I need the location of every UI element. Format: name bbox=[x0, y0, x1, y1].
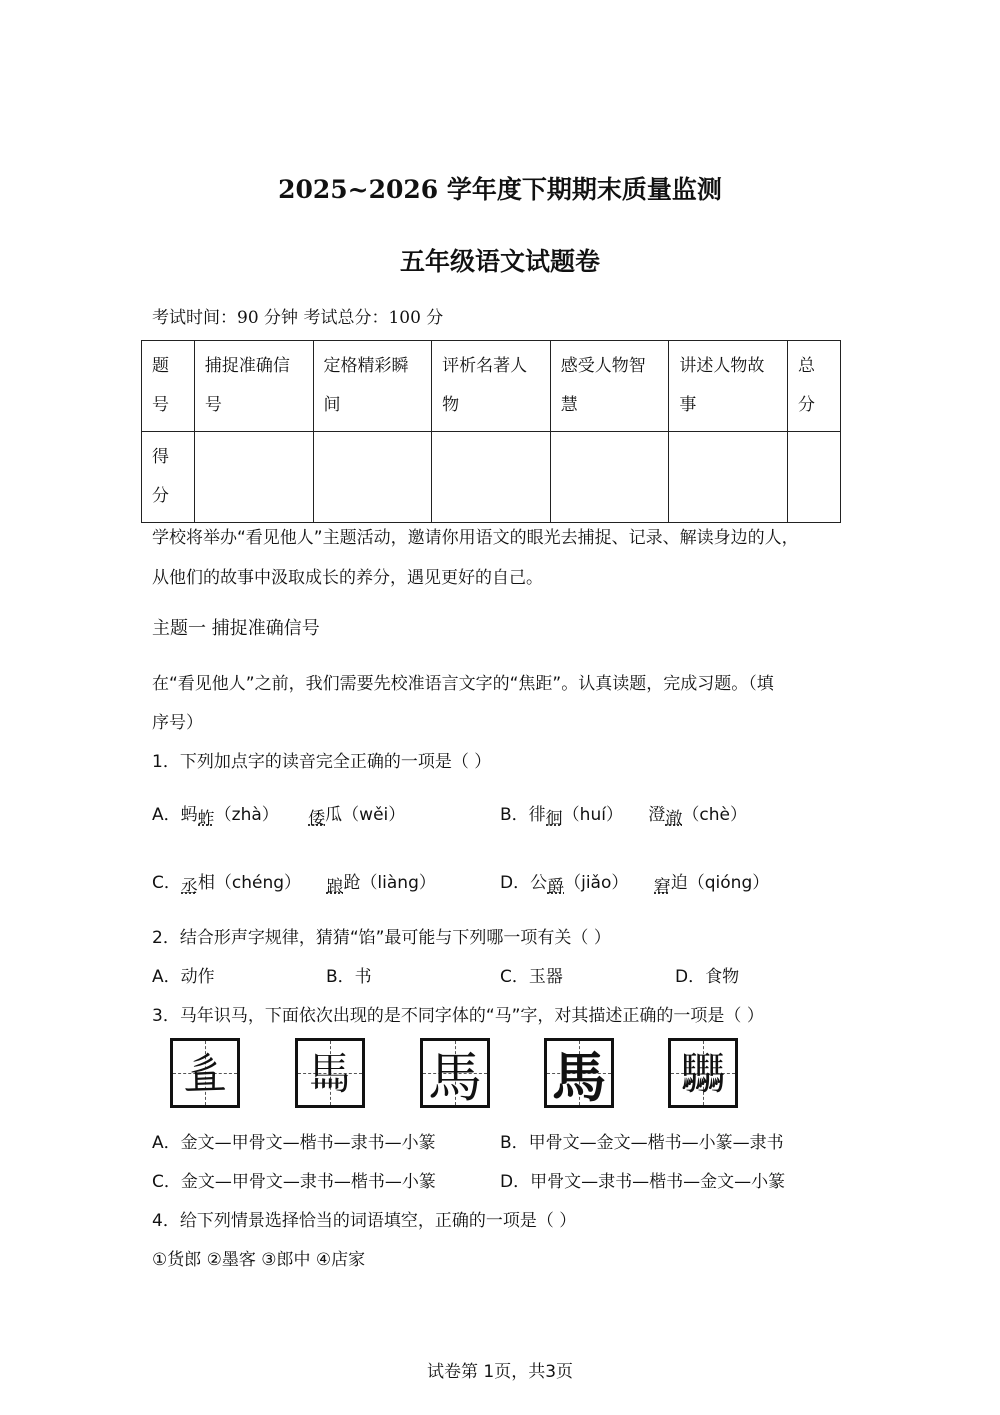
option-char: 迫 bbox=[670, 873, 688, 893]
option-char: 瓜 bbox=[325, 805, 343, 825]
q1-option-a[interactable] bbox=[152, 800, 406, 829]
table-header-cell: 捕捉准确信号 bbox=[194, 341, 313, 432]
q2-option-c[interactable]: C．玉器 bbox=[500, 967, 563, 987]
q4-choices: ①货郎 ②墨客 ③郎中 ④店家 bbox=[152, 1250, 366, 1270]
theme1-desc-2: 序号） bbox=[152, 713, 203, 733]
dotted-char: 窘 bbox=[653, 877, 671, 897]
horse-glyph-4: 馬 bbox=[544, 1038, 614, 1108]
score-cell[interactable] bbox=[550, 432, 669, 523]
pinyin: （chéng） bbox=[214, 873, 302, 893]
pinyin: （qióng） bbox=[687, 873, 770, 893]
q2-option-d[interactable]: D．食物 bbox=[675, 967, 740, 987]
pinyin: （zhà） bbox=[214, 805, 279, 825]
q2-stem: 2．结合形声字规律，猜猜“馅”最可能与下列哪一项有关（ ） bbox=[152, 928, 611, 948]
score-table-score-row bbox=[142, 432, 841, 523]
score-cell[interactable] bbox=[432, 432, 551, 523]
q3-option-c[interactable]: C．金文—甲骨文—隶书—楷书—小篆 bbox=[152, 1172, 436, 1192]
option-label: A．蚂 bbox=[152, 805, 198, 825]
q3-option-b[interactable]: B．甲骨文—金文—楷书—小篆—隶书 bbox=[500, 1133, 784, 1153]
table-row-label: 得分 bbox=[142, 432, 195, 523]
horse-glyph-3: 馬 bbox=[420, 1038, 490, 1108]
option-label: B．徘 bbox=[500, 805, 546, 825]
q3-stem: 3．马年识马，下面依次出现的是不同字体的“马”字，对其描述正确的一项是（ ） bbox=[152, 1006, 764, 1026]
q4-stem: 4．给下列情景选择恰当的词语填空，正确的一项是（ ） bbox=[152, 1211, 577, 1231]
dotted-char: 爵 bbox=[547, 877, 565, 897]
theme1-desc-1: 在“看见他人”之前，我们需要先校准语言文字的“焦距”。认真读题，完成习题。（填 bbox=[152, 674, 774, 694]
table-header-cell: 评析名著人物 bbox=[432, 341, 551, 432]
exam-title: 2025~2026 学年度下期期末质量监测 bbox=[278, 175, 722, 204]
dotted-char: 踉 bbox=[326, 877, 344, 897]
pinyin: （chè） bbox=[682, 805, 747, 825]
theme1-heading: 主题一 捕捉准确信号 bbox=[152, 618, 320, 639]
pinyin: （liàng） bbox=[360, 873, 436, 893]
horse-glyph-1: 𢒉 bbox=[170, 1038, 240, 1108]
pinyin: （wěi） bbox=[342, 805, 406, 825]
score-cell[interactable] bbox=[313, 432, 432, 523]
option-char: 相 bbox=[197, 873, 215, 893]
pinyin: （huí） bbox=[562, 805, 623, 825]
score-table bbox=[141, 340, 841, 523]
option-label: D．公 bbox=[500, 873, 548, 893]
horse-glyph-5: 𩧢 bbox=[668, 1038, 738, 1108]
q2-option-a[interactable]: A．动作 bbox=[152, 967, 215, 987]
dotted-char: 澈 bbox=[665, 809, 683, 829]
q1-stem: 1．下列加点字的读音完全正确的一项是（ ） bbox=[152, 752, 492, 772]
q1-option-c[interactable] bbox=[152, 868, 436, 897]
exam-info: 考试时间：90 分钟 考试总分：100 分 bbox=[152, 308, 444, 328]
q3-option-d[interactable]: D．甲骨文—隶书—楷书—金文—小篆 bbox=[500, 1172, 786, 1192]
table-header-cell: 定格精彩瞬间 bbox=[313, 341, 432, 432]
score-cell[interactable] bbox=[669, 432, 788, 523]
table-header-cell: 总分 bbox=[788, 341, 841, 432]
option-char: 澄 bbox=[648, 805, 666, 825]
pinyin: （jiǎo） bbox=[564, 873, 629, 893]
horse-glyph-2: 𩡧 bbox=[295, 1038, 365, 1108]
table-header-cell: 感受人物智慧 bbox=[550, 341, 669, 432]
dotted-char: 倭 bbox=[308, 809, 326, 829]
table-header-cell: 讲述人物故事 bbox=[669, 341, 788, 432]
table-header-cell: 题号 bbox=[142, 341, 195, 432]
dotted-char: 蚱 bbox=[197, 809, 215, 829]
score-cell[interactable] bbox=[194, 432, 313, 523]
page-footer: 试卷第 1页，共3页 bbox=[426, 1362, 574, 1382]
q3-option-a[interactable]: A．金文—甲骨文—楷书—隶书—小篆 bbox=[152, 1133, 436, 1153]
q1-option-d[interactable] bbox=[500, 868, 770, 897]
option-char: 跄 bbox=[343, 873, 361, 893]
q2-option-b[interactable]: B．书 bbox=[326, 967, 372, 987]
intro-line-2: 从他们的故事中汲取成长的养分，遇见更好的自己。 bbox=[152, 568, 543, 588]
dotted-char: 徊 bbox=[545, 809, 563, 829]
option-label: C． bbox=[152, 873, 181, 893]
dotted-char: 丞 bbox=[180, 877, 198, 897]
intro-line-1: 学校将举办“看见他人”主题活动，邀请你用语文的眼光去捕捉、记录、解读身边的人， bbox=[152, 528, 799, 548]
exam-subtitle: 五年级语文试题卷 bbox=[399, 247, 600, 276]
score-table-header-row bbox=[142, 341, 841, 432]
q1-option-b[interactable] bbox=[500, 800, 747, 829]
score-cell[interactable] bbox=[788, 432, 841, 523]
